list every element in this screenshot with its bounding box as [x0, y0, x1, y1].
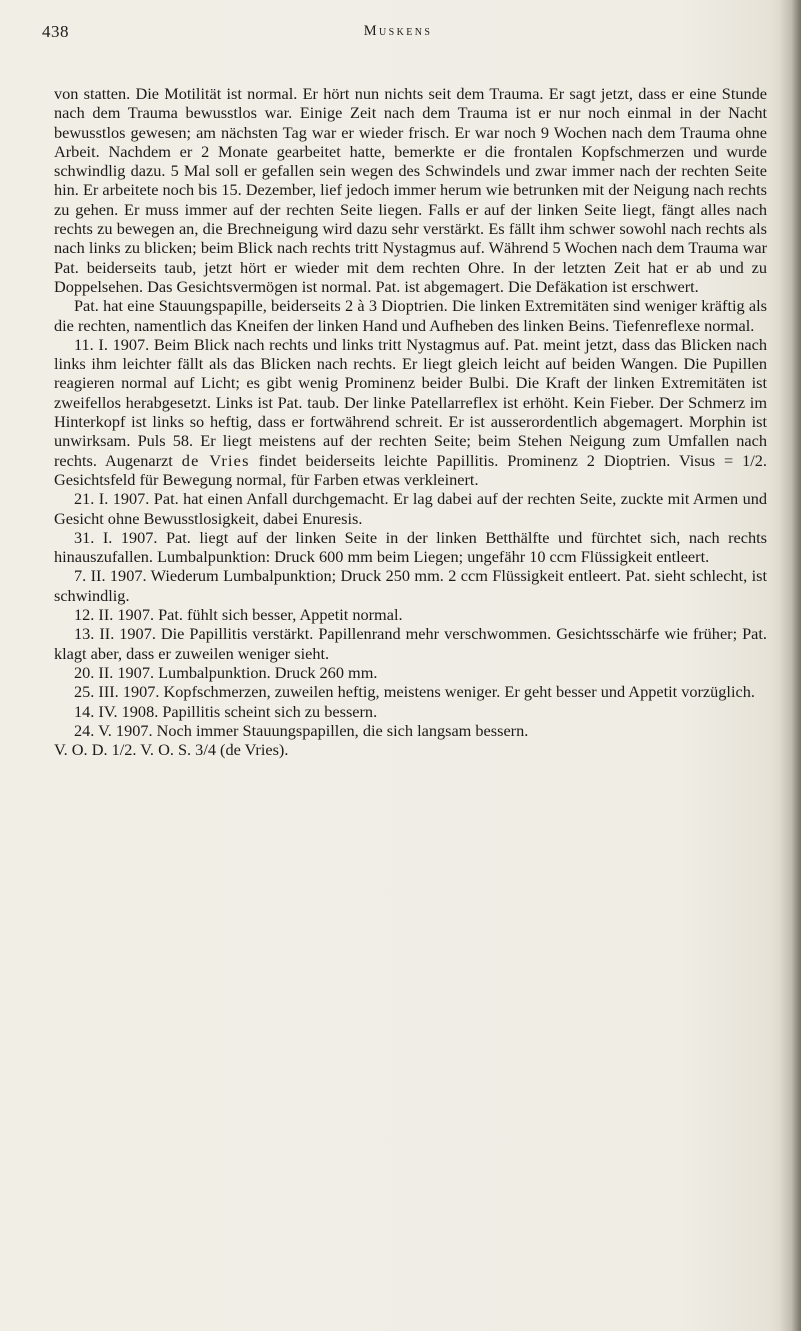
paragraph: Pat. hat eine Stauungspapille, beiderseits 2 à 3 Dioptrien. Die linken Extremitäten sind weniger kräftig als die rechten, namentlich das Kneifen der linken Hand und Aufheben des linken Beins. Tiefenreflexe normal. — [54, 296, 767, 335]
running-head: Muskens — [363, 23, 433, 39]
visus-text: V. O. D. — [54, 740, 112, 760]
paragraph-text: . Gesichtsfeld für Bewegung normal, für Farben etwas verkleinert. — [54, 450, 767, 489]
paragraph: 14. IV. 1908. Papillitis scheint sich zu bessern. — [74, 701, 378, 721]
fraction: 1/2 — [742, 450, 763, 470]
paragraph: 20. II. 1907. Lumbalpunktion. Druck 260 mm. — [74, 662, 378, 682]
page-number: 438 — [42, 22, 69, 41]
paragraph: 13. II. 1907. Die Papillitis verstärkt. Papillenrand mehr verschwommen. Gesichtsschärfe wie früher; Pat. klagt aber, dass er zuweilen weniger sieht. — [54, 624, 767, 663]
body-text — [54, 84, 767, 759]
paragraph — [54, 335, 767, 489]
page-header — [38, 22, 758, 44]
paragraph: 25. III. 1907. Kopfschmerzen, zuweilen heftig, meistens weniger. Er geht besser und Appetit vorzüglich. — [74, 682, 755, 702]
paragraph: 12. II. 1907. Pat. fühlt sich besser, Appetit normal. — [74, 605, 403, 625]
paragraph-text: findet beiderseits leichte Papillitis. Prominenz 2 Dioptrien. Visus = — [249, 450, 743, 470]
fraction: 3/4 — [195, 740, 216, 760]
paragraph: 24. V. 1907. Noch immer Stauungspapillen, die sich langsam bessern. — [74, 720, 529, 740]
paragraph-text: 11. I. 1907. Beim Blick nach rechts und links tritt Nystagmus auf. Pat. meint jetzt, dass das Blicken nach links ihm leichter fällt als das Blicken nach rechts. Er liegt gleich leicht auf beiden Wangen. Die Pupillen reagieren normal auf Licht; es gibt wenig Prominenz beider Bulbi. Die Kraft der linken Extremitäten ist zweifellos herabgesetzt. Links ist Pat. taub. Der linke Patellarreflex ist erhöht. Kein Fieber. Der Schmerz im Hinterkopf ist links so heftig, dass er fortwährend schreit. Er ist ausserordentlich abgemagert. Morphin ist unwirksam. Puls 58. Er liegt meistens auf der rechten Seite; beim Stehen Neigung zum Umfallen nach rechts. Augenarzt — [54, 334, 767, 470]
fraction: 1/2 — [111, 740, 133, 760]
paragraph: 31. I. 1907. Pat. liegt auf der linken Seite in der linken Betthälfte und fürchtet sich, nach rechts hinauszufallen. Lumbalpunktion: Druck 600 mm beim Liegen; ungefähr 10 ccm Flüssigkeit entleert. — [54, 527, 767, 567]
visus-text: (de Vries). — [215, 740, 289, 760]
visus-line — [54, 740, 767, 759]
paragraph: 7. II. 1907. Wiederum Lumbalpunktion; Druck 250 mm. 2 ccm Flüssigkeit entleert. Pat. sieht schlecht, ist schwindlig. — [54, 566, 767, 605]
paragraph: von statten. Die Motilität ist normal. Er hört nun nichts seit dem Trauma. Er sagt jetzt, dass er eine Stunde nach dem Trauma bewusstlos war. Einige Zeit nach dem Trauma ist er nur noch einmal in der Nacht bewusstlos gewesen; am nächsten Tag war er wieder frisch. Er war noch 9 Wochen nach dem Trauma ohne Arbeit. Nachdem er 2 Monate gearbeitet hatte, bemerkte er die frontalen Kopfschmerzen und wurde schwindlig dazu. 5 Mal soll er gefallen sein wegen des Schwindels und zwar immer nach der rechten Seite hin. Er arbeitete noch bis 15. Dezember, lief jedoch immer herum wie betrunken mit der Neigung nach rechts zu gehen. Er muss immer auf der rechten Seite liegen. Falls er auf der linken Seite liegt, fängt alles nach rechts zu bewegen an, die Brechneigung wird dazu sehr verstärkt. Es fällt ihm schwer sowohl nach rechts als nach links zu blicken; beim Blick nach rechts tritt Nystagmus auf. Während 5 Wochen nach dem Trauma war Pat. beiderseits taub, jetzt hört er wieder mit dem rechten Ohre. In der letzten Zeit hat er ab und zu Doppelsehen. Das Gesichtsvermögen ist normal. Pat. ist abgemagert. Die Defäkation ist erschwert. — [54, 84, 767, 296]
paragraph: 21. I. 1907. Pat. hat einen Anfall durchgemacht. Er lag dabei auf der rechten Seite, zuckte mit Armen und Gesicht ohne Bewusstlosigkeit, dabei Enuresis. — [54, 489, 767, 528]
person-name: de Vries — [181, 450, 250, 470]
visus-text: . V. O. S. — [132, 740, 196, 760]
page-edge-shadow — [779, 0, 801, 1331]
